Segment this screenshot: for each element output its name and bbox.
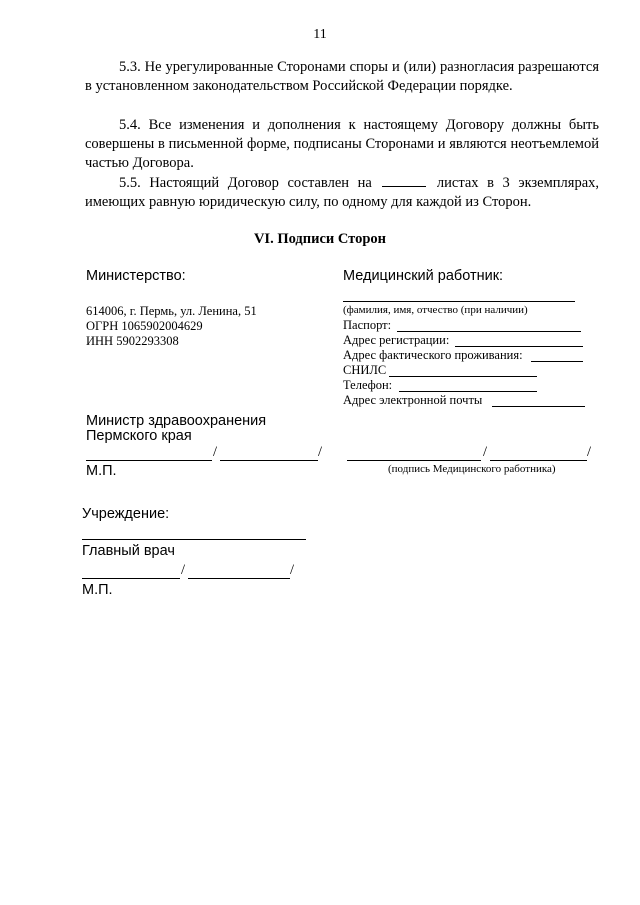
institution-stamp: М.П.: [82, 582, 113, 598]
paragraph-5-5: [85, 174, 599, 212]
passport-label: Паспорт:: [343, 318, 392, 332]
worker-signature-caption: (подпись Медицинского работника): [388, 463, 556, 475]
registration-label: Адрес регистрации:: [343, 333, 450, 347]
institution-label: Учреждение:: [82, 506, 170, 522]
worker-name-sign-line[interactable]: [490, 460, 587, 461]
minister-title-line1: Министр здравоохранения: [86, 413, 267, 429]
chief-separator: /: [181, 562, 186, 578]
snils-label: СНИЛС: [343, 363, 387, 377]
worker-separator: /: [483, 444, 488, 460]
chief-separator-end: /: [290, 562, 295, 578]
email-field[interactable]: [492, 406, 585, 407]
worker-separator-end: /: [587, 444, 592, 460]
worker-label: Медицинский работник:: [343, 268, 504, 284]
worker-signature-line[interactable]: [347, 460, 481, 461]
paragraph-5-3: [85, 58, 599, 96]
worker-name-line[interactable]: [343, 301, 575, 302]
paragraph-5-4-text: 5.4. Все изменения и дополнения к настоящему Договору должны быть совершены в письменной форме, подписаны Сторонами и являются неотъемлемой частью Договора.: [85, 117, 599, 171]
ministry-stamp: М.П.: [86, 463, 117, 479]
paragraph-5-3-text: 5.3. Не урегулированные Сторонами споры и (или) разногласия разрешаются в установленном законодательством Российской Федерации порядке.: [85, 59, 599, 94]
passport-field[interactable]: [397, 331, 581, 332]
page-number: 11: [313, 27, 327, 42]
minister-separator: /: [213, 444, 218, 460]
worker-name-caption: (фамилия, имя, отчество (при наличии): [343, 304, 528, 316]
ministry-address: 614006, г. Пермь, ул. Ленина, 51: [86, 304, 257, 318]
sheet-count-blank: [382, 186, 426, 187]
minister-name-line[interactable]: [220, 460, 318, 461]
phone-field[interactable]: [399, 391, 537, 392]
minister-separator-end: /: [318, 444, 323, 460]
institution-name-line[interactable]: [82, 539, 306, 540]
ministry-label: Министерство:: [86, 268, 186, 284]
ministry-ogrn: ОГРН 1065902004629: [86, 319, 203, 333]
minister-signature-line[interactable]: [86, 460, 212, 461]
chief-doctor-label: Главный врач: [82, 543, 175, 559]
phone-label: Телефон:: [343, 378, 393, 392]
residence-field[interactable]: [531, 361, 583, 362]
chief-name-line[interactable]: [188, 578, 290, 579]
chief-signature-line[interactable]: [82, 578, 180, 579]
registration-field[interactable]: [455, 346, 583, 347]
section-title: VI. Подписи Сторон: [253, 231, 387, 247]
minister-title-line2: Пермского края: [86, 428, 192, 444]
paragraph-5-5-text-b: листах в 3 экземплярах, имеющих равную юридическую силу, по одному для каждой из Сторон.: [85, 175, 599, 210]
paragraph-5-5-text-a: 5.5. Настоящий Договор составлен на: [119, 175, 381, 191]
paragraph-5-4: [85, 116, 599, 173]
email-label: Адрес электронной почты: [343, 393, 483, 407]
ministry-inn: ИНН 5902293308: [86, 334, 179, 348]
residence-label: Адрес фактического проживания:: [343, 348, 523, 362]
snils-field[interactable]: [389, 376, 537, 377]
